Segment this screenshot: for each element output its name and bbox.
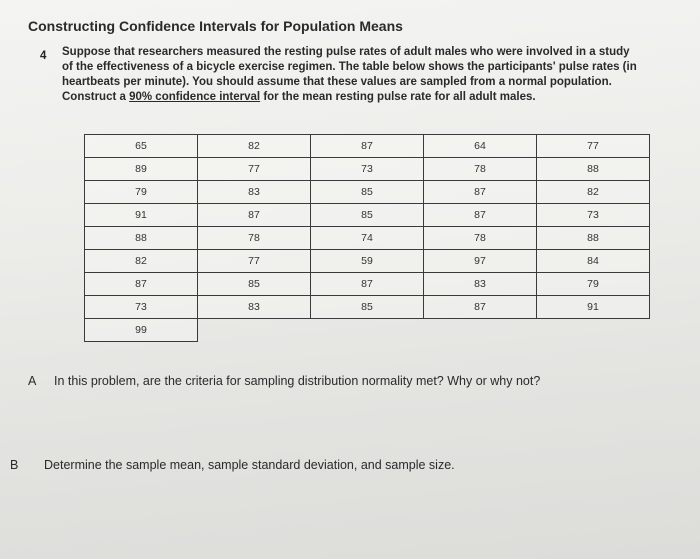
empty-cell (424, 319, 537, 342)
table-row (85, 204, 650, 227)
table-cell: 91 (85, 204, 198, 227)
table-cell: 65 (85, 135, 198, 158)
table-row (85, 319, 650, 342)
table-cell: 82 (198, 135, 311, 158)
table-cell: 87 (424, 204, 537, 227)
table-cell: 64 (424, 135, 537, 158)
empty-cell (198, 319, 311, 342)
table-cell: 77 (537, 135, 650, 158)
table-row (85, 273, 650, 296)
table-row (85, 135, 650, 158)
table-cell: 79 (537, 273, 650, 296)
empty-cell (311, 319, 424, 342)
table-cell: 97 (424, 250, 537, 273)
table-cell: 78 (424, 158, 537, 181)
table-row (85, 158, 650, 181)
table-cell: 88 (537, 158, 650, 181)
table-cell: 82 (85, 250, 198, 273)
question-line-4-prefix: Construct a (62, 91, 130, 103)
table-cell: 77 (198, 158, 311, 181)
table-cell: 87 (311, 135, 424, 158)
table-cell: 88 (537, 227, 650, 250)
question-line-2: of the effectiveness of a bicycle exercise regimen. The table below shows the participants' pulse rates (in (62, 61, 637, 73)
pulse-rate-table (84, 134, 650, 342)
table-cell: 85 (311, 204, 424, 227)
table-row (85, 250, 650, 273)
table-cell: 99 (85, 319, 198, 342)
part-b (10, 458, 455, 472)
question-text (62, 45, 692, 105)
table-cell: 78 (424, 227, 537, 250)
table-cell: 85 (198, 273, 311, 296)
table-cell: 85 (311, 296, 424, 319)
question-number: 4 (40, 50, 47, 62)
table-cell: 87 (311, 273, 424, 296)
table-cell: 82 (537, 181, 650, 204)
table-cell: 59 (311, 250, 424, 273)
table-cell: 73 (85, 296, 198, 319)
part-a-text: In this problem, are the criteria for sampling distribution normality met? Why or why not? (54, 374, 541, 388)
table-cell: 89 (85, 158, 198, 181)
table-cell: 78 (198, 227, 311, 250)
table-cell: 83 (198, 296, 311, 319)
table-cell: 85 (311, 181, 424, 204)
table-cell: 87 (424, 296, 537, 319)
table-cell: 84 (537, 250, 650, 273)
table-cell: 87 (198, 204, 311, 227)
table-cell: 73 (537, 204, 650, 227)
table-cell: 74 (311, 227, 424, 250)
table-cell: 73 (311, 158, 424, 181)
part-b-letter: B (10, 458, 19, 472)
question-line-1: Suppose that researchers measured the resting pulse rates of adult males who were involved in a study (62, 46, 630, 58)
confidence-level-phrase: 90% confidence interval (129, 91, 261, 103)
question-line-4-suffix: for the mean resting pulse rate for all adult males. (260, 91, 536, 103)
table-cell: 79 (85, 181, 198, 204)
empty-cell (537, 319, 650, 342)
part-a-letter: A (28, 374, 37, 388)
question-line-3: heartbeats per minute). You should assume that these values are sampled from a normal population. (62, 76, 612, 88)
part-a (28, 374, 540, 388)
table-cell: 87 (424, 181, 537, 204)
table-cell: 83 (198, 181, 311, 204)
table-cell: 77 (198, 250, 311, 273)
table-cell: 88 (85, 227, 198, 250)
part-b-text: Determine the sample mean, sample standard deviation, and sample size. (44, 458, 455, 472)
table-row (85, 296, 650, 319)
table-cell: 87 (85, 273, 198, 296)
table-row (85, 227, 650, 250)
table-cell: 83 (424, 273, 537, 296)
table-cell: 91 (537, 296, 650, 319)
table-row (85, 181, 650, 204)
page-title: Constructing Confidence Intervals for Population Means (28, 18, 403, 34)
